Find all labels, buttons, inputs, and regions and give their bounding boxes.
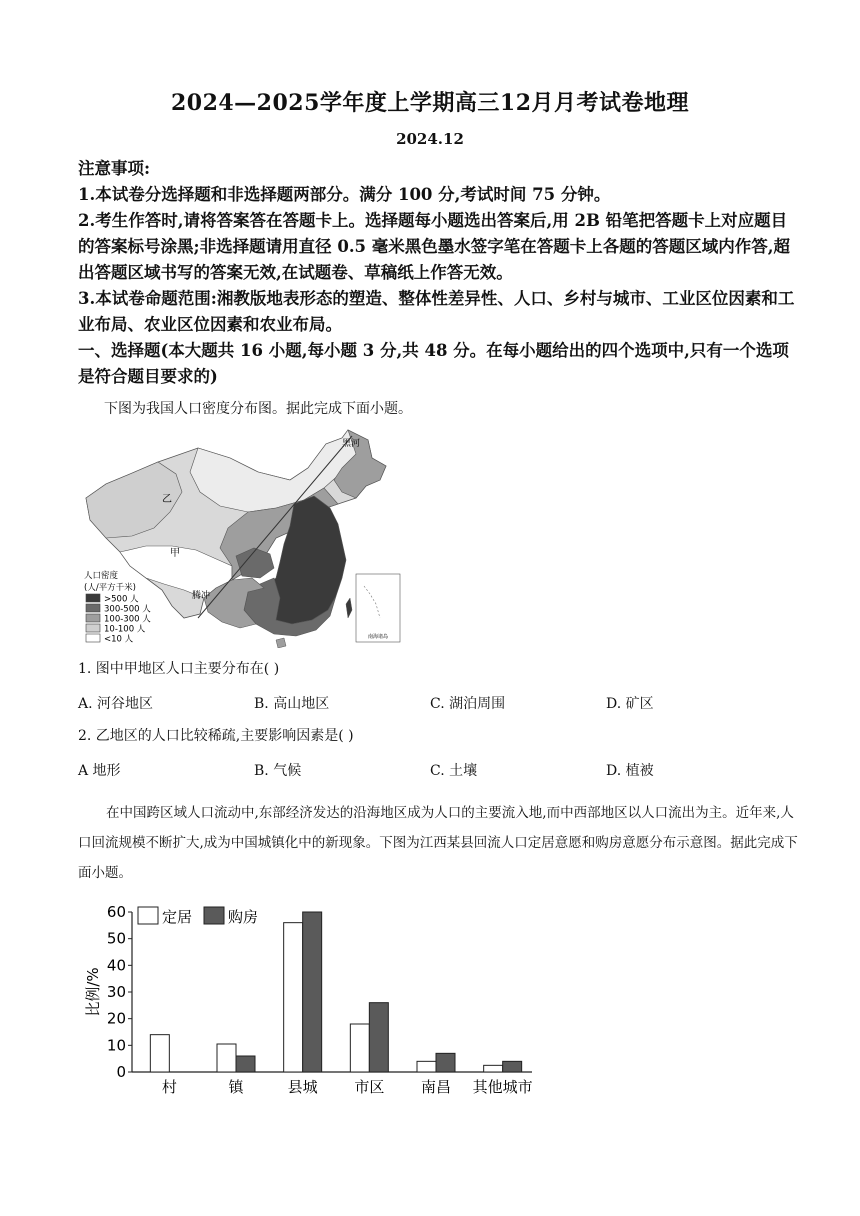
bar-定居-其他城市	[484, 1065, 503, 1072]
section1-heading: 一、选择题(本大题共 16 小题,每小题 3 分,共 48 分。在每小题给出的四个选项中,只有一个选项是符合题目要求的)	[78, 341, 789, 386]
legend-swatch-3	[86, 624, 100, 632]
notice-item-3: 3.本试卷命题范围:湘教版地表形态的塑造、整体性差异性、人口、乡村与城市、工业区位因素和工业布局、农业区位因素和农业布局。	[78, 289, 795, 334]
legend-swatch-0	[86, 594, 100, 602]
bar-购房-市区	[369, 1003, 388, 1072]
map-intro: 下图为我国人口密度分布图。据此完成下面小题。	[104, 401, 412, 417]
chart-intro: 在中国跨区域人口流动中,东部经济发达的沿海地区成为人口的主要流入地,而中西部地区以人口流出为主。近年来,人口回流规模不断扩大,成为中国城镇化中的新现象。下图为江西某县回流人口定居意愿和购房意愿分布示意图。据此完成下面小题。	[78, 805, 798, 881]
x-tick-label: 村	[161, 1078, 177, 1096]
y-axis-label: 比例/%	[84, 967, 102, 1017]
inset-label: 南海诸岛	[367, 634, 389, 640]
map-legend	[84, 570, 151, 645]
x-tick-label: 县城	[287, 1078, 318, 1096]
x-tick-label: 南昌	[420, 1078, 452, 1096]
y-tick-label: 60	[106, 903, 126, 921]
x-tick-label: 市区	[354, 1078, 385, 1096]
label-tengchong: 腾冲	[192, 591, 211, 601]
q2-option-b: B. 气候	[254, 763, 302, 779]
bar-购房-镇	[236, 1056, 255, 1072]
notice-item-2: 2.考生作答时,请将答案答在答题卡上。选择题每小题选出答案后,用 2B 铅笔把答题卡上对应题目的答案标号涂黑;非选择题请用直径 0.5 毫米黑色墨水签字笔在答题卡上各题的答题区域内作答,超出答题区域书写的答案无效,在试题卷、草稿纸上作答无效。	[78, 211, 791, 282]
y-tick-label: 30	[106, 983, 126, 1001]
legend-label-定居: 定居	[162, 908, 193, 926]
exam-date: 2024.12	[396, 130, 464, 148]
legend-label-购房: 购房	[228, 908, 259, 926]
question-1-stem: 1. 图中甲地区人口主要分布在( )	[78, 661, 280, 677]
label-heihe: 黑河	[342, 439, 361, 449]
y-tick-label: 50	[106, 929, 126, 948]
notice-item-1: 1.本试卷分选择题和非选择题两部分。满分 100 分,考试时间 75 分钟。	[78, 185, 611, 204]
legend-label-3: 10-100 人	[104, 624, 146, 635]
x-tick-label: 其他城市	[472, 1078, 533, 1096]
notice-heading: 注意事项:	[78, 159, 151, 178]
q2-option-c: C. 土壤	[430, 763, 478, 779]
question-2-stem: 2. 乙地区的人口比较稀疏,主要影响因素是( )	[78, 728, 354, 744]
legend-label-1: 300-500 人	[104, 604, 151, 615]
south-sea-inset	[356, 574, 400, 642]
bar-购房-其他城市	[503, 1061, 522, 1072]
legend-title-1: 人口密度	[84, 571, 119, 581]
bar-定居-市区	[350, 1024, 369, 1072]
bar-购房-县城	[303, 912, 322, 1072]
bar-定居-村	[150, 1035, 169, 1072]
y-tick-label: 40	[106, 956, 126, 975]
y-tick-label: 20	[106, 1009, 126, 1028]
q1-option-b: B. 高山地区	[254, 696, 330, 712]
legend-label-4: <10 人	[104, 634, 134, 645]
q2-option-a: A 地形	[78, 763, 121, 779]
population-density-map	[80, 428, 410, 648]
legend-swatch-2	[86, 614, 100, 622]
q1-option-a: A. 河谷地区	[78, 696, 154, 712]
legend-label-0: >500 人	[104, 594, 139, 605]
map-island-taiwan	[346, 598, 352, 618]
legend-title-2: (人/平方千米)	[84, 583, 136, 593]
exam-title: 2024—2025学年度上学期高三12月月考试卷地理	[170, 90, 690, 116]
legend-swatch-1	[86, 604, 100, 612]
legend-label-2: 100-300 人	[104, 614, 151, 625]
y-tick-label: 10	[106, 1036, 126, 1055]
x-tick-label: 镇	[228, 1078, 244, 1096]
q2-option-d: D. 植被	[606, 763, 654, 779]
label-jia: 甲	[170, 548, 180, 559]
bar-购房-南昌	[436, 1053, 455, 1072]
legend-swatch-购房	[204, 907, 224, 924]
map-island-hainan	[276, 638, 286, 648]
bar-定居-镇	[217, 1044, 236, 1072]
q1-option-d: D. 矿区	[606, 696, 654, 712]
label-yi: 乙	[162, 494, 172, 505]
bar-定居-县城	[284, 923, 303, 1072]
legend-swatch-4	[86, 634, 100, 642]
y-tick-label: 0	[116, 1063, 126, 1081]
q1-option-c: C. 湖泊周围	[430, 696, 506, 712]
legend-swatch-定居	[138, 907, 158, 924]
bar-定居-南昌	[417, 1061, 436, 1072]
return-migration-bar-chart	[80, 895, 550, 1105]
